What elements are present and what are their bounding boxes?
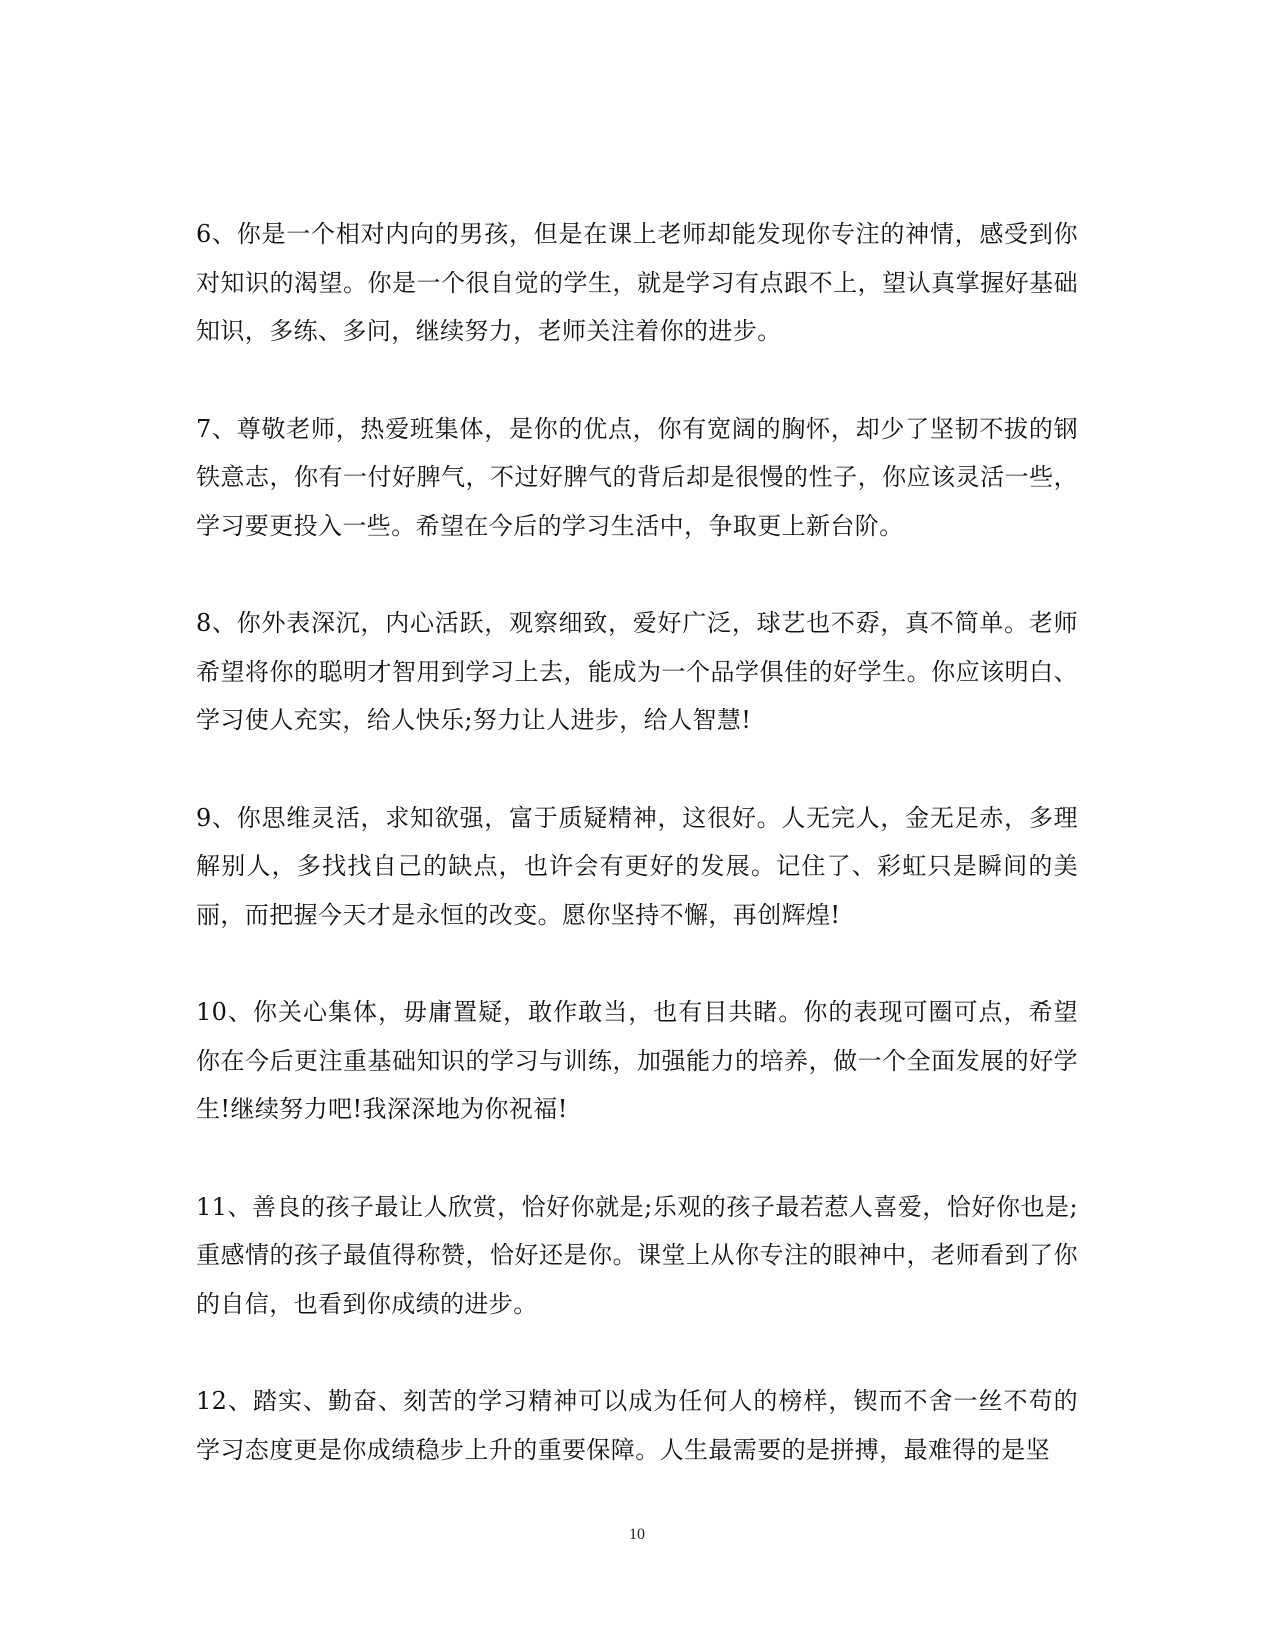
paragraph-6: 6、你是一个相对内向的男孩，但是在课上老师却能发现你专注的神情，感受到你对知识的渴望。你是一个很自觉的学生，就是学习有点跟不上，望认真掌握好基础知识，多练、多问，继续努力，老师关注着你的进步。 xyxy=(196,220,1078,345)
page-number: 10 xyxy=(629,1526,645,1543)
paragraph-10: 10、你关心集体，毋庸置疑，敢作敢当，也有目共睹。你的表现可圈可点，希望你在今后更注重基础知识的学习与训练，加强能力的培养，做一个全面发展的好学生!继续努力吧!我深深地为你祝福! xyxy=(196,998,1078,1123)
page-content xyxy=(196,210,1078,1523)
paragraph-9: 9、你思维灵活，求知欲强，富于质疑精神，这很好。人无完人，金无足赤，多理解别人，多找找自己的缺点，也许会有更好的发展。记住了、彩虹只是瞬间的美丽，而把握今天才是永恒的改变。愿你坚持不懈，再创辉煌! xyxy=(196,803,1078,929)
paragraph-7: 7、尊敬老师，热爱班集体，是你的优点，你有宽阔的胸怀，却少了坚韧不拔的钢铁意志，你有一付好脾气，不过好脾气的背后却是很慢的性子，你应该灵活一些，学习要更投入一些。希望在今后的学习生活中，争取更上新台阶。 xyxy=(196,414,1078,540)
paragraph-8: 8、你外表深沉，内心活跃，观察细致，爱好广泛，球艺也不孬，真不简单。老师希望将你的聪明才智用到学习上去，能成为一个品学俱佳的好学生。你应该明白、学习使人充实，给人快乐;努力让人进步，给人智慧! xyxy=(196,609,1078,734)
paragraph-12: 12、踏实、勤奋、刻苦的学习精神可以成为任何人的榜样，锲而不舍一丝不苟的学习态度更是你成绩稳步上升的重要保障。人生最需要的是拼搏，最难得的是坚 xyxy=(196,1387,1078,1464)
paragraph-11: 11、善良的孩子最让人欣赏，恰好你就是;乐观的孩子最若惹人喜爱，恰好你也是;重感情的孩子最值得称赞，恰好还是你。课堂上从你专注的眼神中，老师看到了你的自信，也看到你成绩的进步。 xyxy=(196,1192,1078,1318)
